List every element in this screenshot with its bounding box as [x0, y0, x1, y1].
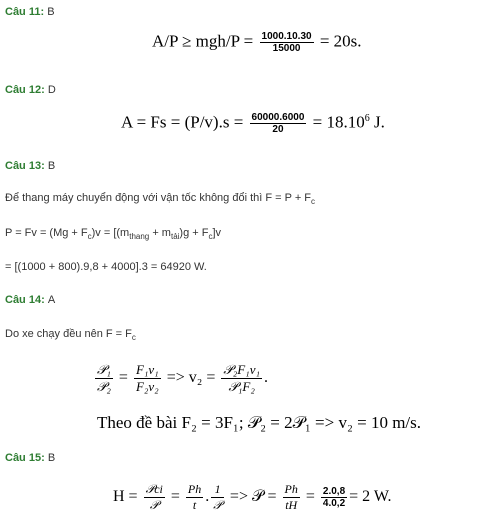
q13-text-line-3: = [(1000 + 800).9,8 + 4000].3 = 64920 W. [5, 261, 207, 273]
q13-text-line-1: Để thang máy chuyển động với vận tốc không đổi thì $F = P + F_c$ [5, 192, 316, 206]
question-14-label: Câu 14: A [5, 294, 56, 306]
q13-text-line-2: $P = Fv = (Mg + F_c)v = [(m_{thang} + m_{tải})g + F_c]v$ [5, 227, 222, 241]
equation-11: A/P ≥ mgh/P = $\frac{1000.10.30}{15000}$ = 20s. [152, 31, 362, 54]
equation-14a: $\frac{\text{𝒫₁}}{\text{𝒫₂}}$ = $\frac{\text{F₁v₁}}{\text{F₂v₂}}$ => v₂ = $\frac{\text{𝒫₂F₁v₁}}{\text{𝒫₁F₂}}$ . [97, 362, 268, 394]
question-11-label: Câu 11: B [5, 6, 55, 18]
question-13-label: Câu 13: B [5, 160, 56, 172]
equation-15: H = $\frac{\text{𝒫ci}}{\text{𝒫}}$ = $\frac{Ph}{t}$ . $\frac{1}{\text{𝒫}}$ => 𝒫 = $\frac{Ph}{tH}$ = $\frac{2.0,8}{4.0,2}$ = 2 W. [113, 482, 392, 512]
question-15-label: Câu 15: B [5, 452, 56, 464]
question-12-label: Câu 12: D [5, 84, 56, 96]
equation-14b: Theo đề bài F₂ = 3F₁; 𝒫₂ = 2𝒫₁ => v₂ = 10 m/s. [97, 413, 422, 432]
q14-text-line-1: Do xe chạy đều nên $F = F_c$ [5, 328, 136, 342]
equation-12: A = Fs = (P/v).s = $\frac{60000.6000}{20}$ = $18.10^6$ J. [121, 112, 385, 135]
